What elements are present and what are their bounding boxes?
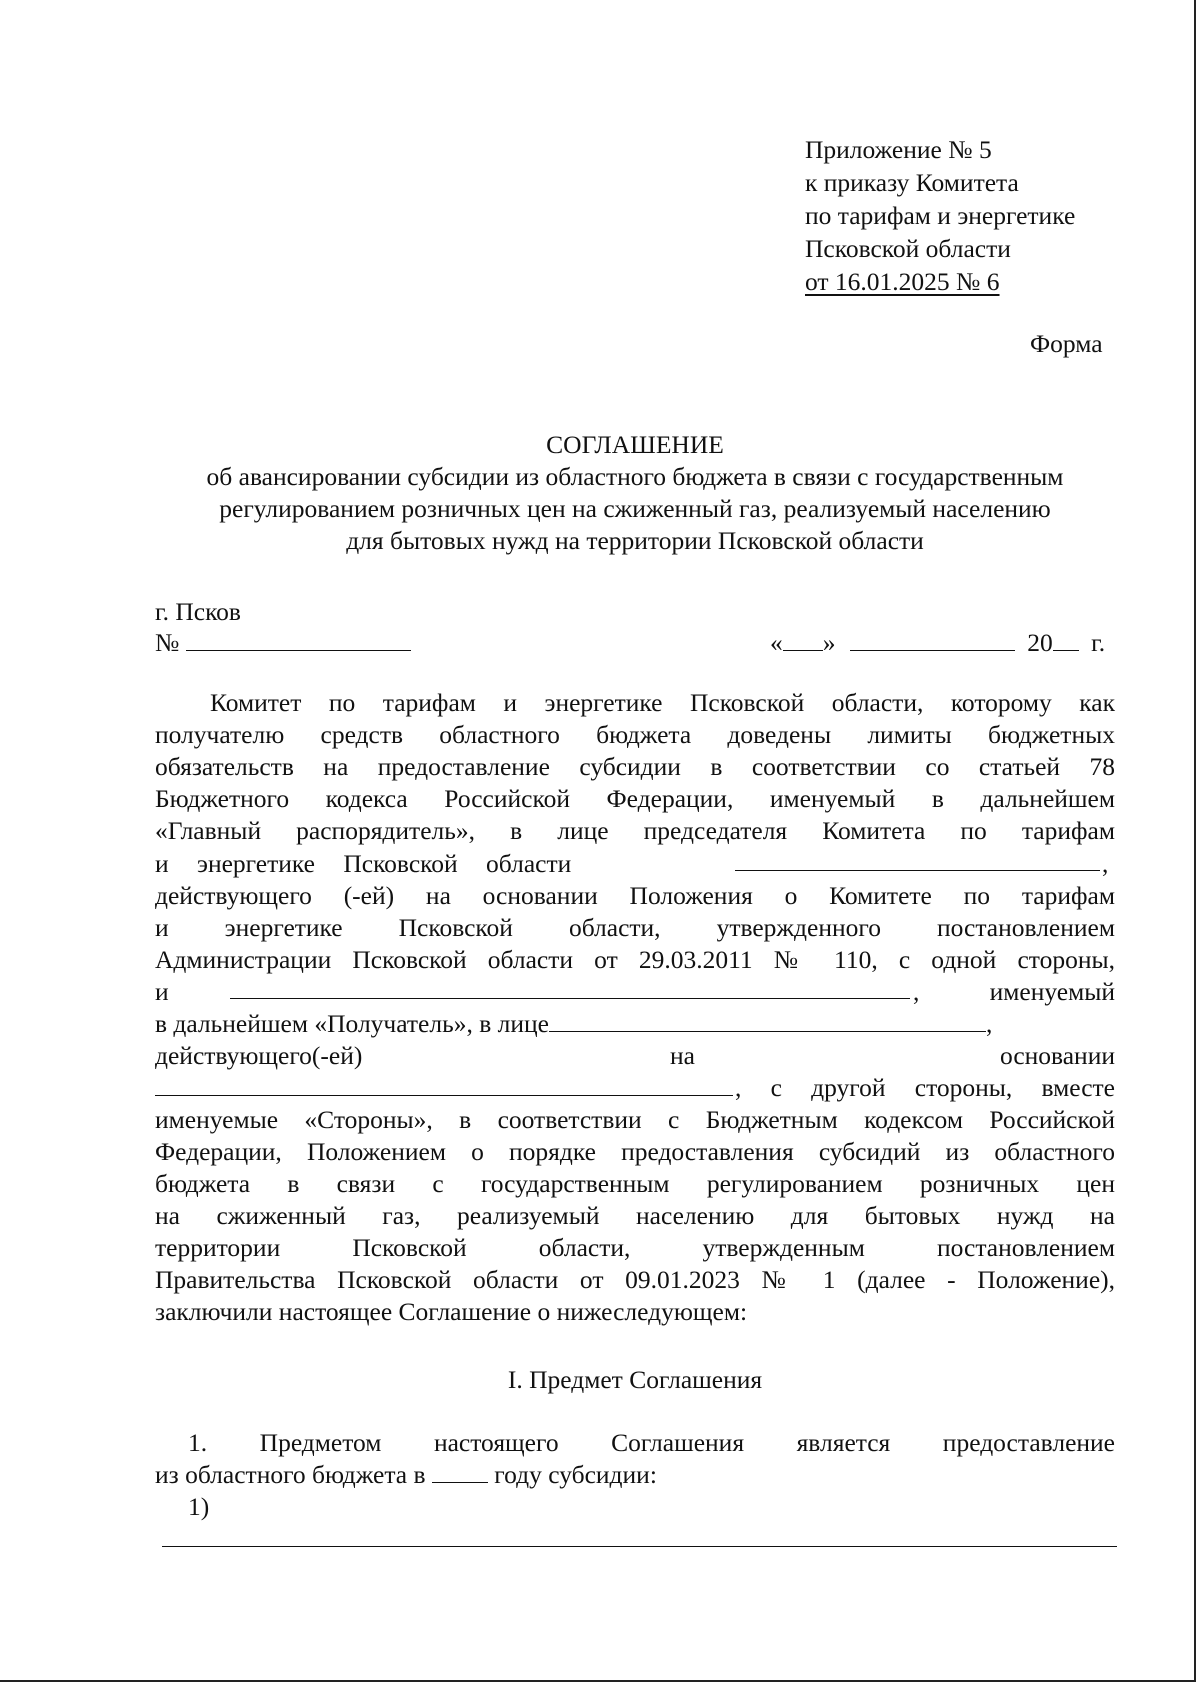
appendix-number: Приложение № 5	[805, 135, 992, 164]
representative-name-blank	[549, 1009, 986, 1032]
body-line-11	[155, 1008, 1115, 1039]
body-line-17: на сжиженный газ, реализуемый населению для бытовых нужд на	[155, 1201, 1115, 1230]
body-line-15: Федерации, Положением о порядке предоставления субсидий из областного	[155, 1137, 1115, 1166]
body-line-6-text: и энергетике Псковской области	[155, 849, 572, 878]
body-line-3: обязательств на предоставление субсидии в соответствии со статьей 78	[155, 752, 1115, 781]
body-line-6	[155, 848, 1115, 879]
appendix-committee: по тарифам и энергетике	[805, 201, 1076, 230]
appendix-date: от 16.01.2025 № 6	[805, 267, 1000, 296]
year-blank	[1053, 628, 1079, 651]
body-line-10-and: и	[155, 977, 169, 1006]
body-line-8: и энергетике Псковской области, утвержденного постановлением	[155, 913, 1115, 942]
body-line-10	[155, 976, 1115, 1007]
p1-line2-text-b: году субсидии:	[494, 1460, 657, 1489]
city: г. Псков	[155, 597, 241, 626]
section-heading: I. Предмет Соглашения	[507, 1365, 763, 1394]
body-line-10-named: именуемый	[989, 977, 1115, 1006]
section-1-paragraph-1-line-1: 1. Предметом настоящего Соглашения является предоставление	[188, 1428, 1115, 1457]
item-1-blank-line	[162, 1546, 1117, 1547]
agreement-date-row	[770, 627, 1105, 658]
body-line-1: Комитет по тарифам и энергетике Псковской области, которому как	[210, 688, 1115, 717]
day-blank	[783, 628, 823, 651]
body-line-12	[155, 1040, 1115, 1071]
year-of-subsidy-blank	[432, 1460, 488, 1483]
body-line-11-comma: ,	[985, 1009, 993, 1038]
year-prefix: 20	[1027, 628, 1053, 657]
p1-line2-text-a: из областного бюджета в	[155, 1460, 426, 1489]
body-line-16: бюджета в связи с государственным регулированием розничных цен	[155, 1169, 1115, 1198]
body-line-19: Правительства Псковской области от 09.01.2023 № 1 (далее - Положение),	[155, 1265, 1115, 1294]
body-line-13-text: , с другой стороны, вместе	[735, 1073, 1115, 1102]
document-subtitle-line3: для бытовых нужд на территории Псковской области	[346, 526, 924, 555]
document-subtitle-line2: регулированием розничных цен на сжиженный газ, реализуемый населению	[219, 494, 1051, 523]
basis-document-blank	[155, 1073, 733, 1096]
agreement-number-row	[155, 627, 411, 658]
section-1-item-1: 1)	[188, 1492, 210, 1521]
document-title: СОГЛАШЕНИЕ	[546, 430, 724, 459]
year-suffix: г.	[1091, 628, 1106, 657]
month-blank	[850, 628, 1015, 651]
body-line-12-basis: основании	[999, 1041, 1115, 1070]
document-subtitle-line1: об авансировании субсидии из областного бюджета в связи с государственным	[206, 462, 1064, 491]
chairman-name-blank	[735, 848, 1100, 871]
body-line-9: Администрации Псковской области от 29.03.2011 № 110, с одной стороны,	[155, 945, 1115, 974]
body-line-11-text: в дальнейшем «Получатель», в лице	[155, 1009, 549, 1038]
body-line-12-on: на	[670, 1041, 695, 1070]
body-line-20: заключили настоящее Соглашение о нижеследующем:	[155, 1297, 748, 1326]
section-1-paragraph-1-line-2	[155, 1459, 657, 1490]
number-label: №	[155, 628, 180, 657]
body-line-18: территории Псковской области, утвержденным постановлением	[155, 1233, 1115, 1262]
body-line-14: именуемые «Стороны», в соответствии с Бюджетным кодексом Российской	[155, 1105, 1115, 1134]
recipient-name-blank	[230, 976, 910, 999]
appendix-region: Псковской области	[805, 234, 1011, 263]
body-line-4: Бюджетного кодекса Российской Федерации, именуемый в дальнейшем	[155, 784, 1115, 813]
agreement-number-blank	[186, 628, 411, 651]
body-line-12-acting: действующего(-ей)	[155, 1041, 363, 1070]
body-line-2: получателю средств областного бюджета доведены лимиты бюджетных	[155, 720, 1115, 749]
body-line-5: «Главный распорядитель», в лице председателя Комитета по тарифам	[155, 816, 1115, 845]
body-line-7: действующего (-ей) на основании Положения о Комитете по тарифам	[155, 881, 1115, 910]
body-line-10-comma: ,	[913, 977, 920, 1006]
date-open-quote: «	[770, 628, 783, 657]
form-label: Форма	[1030, 329, 1103, 358]
body-line-6-comma: ,	[1102, 849, 1109, 878]
appendix-order: к приказу Комитета	[805, 168, 1019, 197]
body-line-13	[155, 1072, 1115, 1103]
date-close-quote: »	[822, 628, 836, 657]
